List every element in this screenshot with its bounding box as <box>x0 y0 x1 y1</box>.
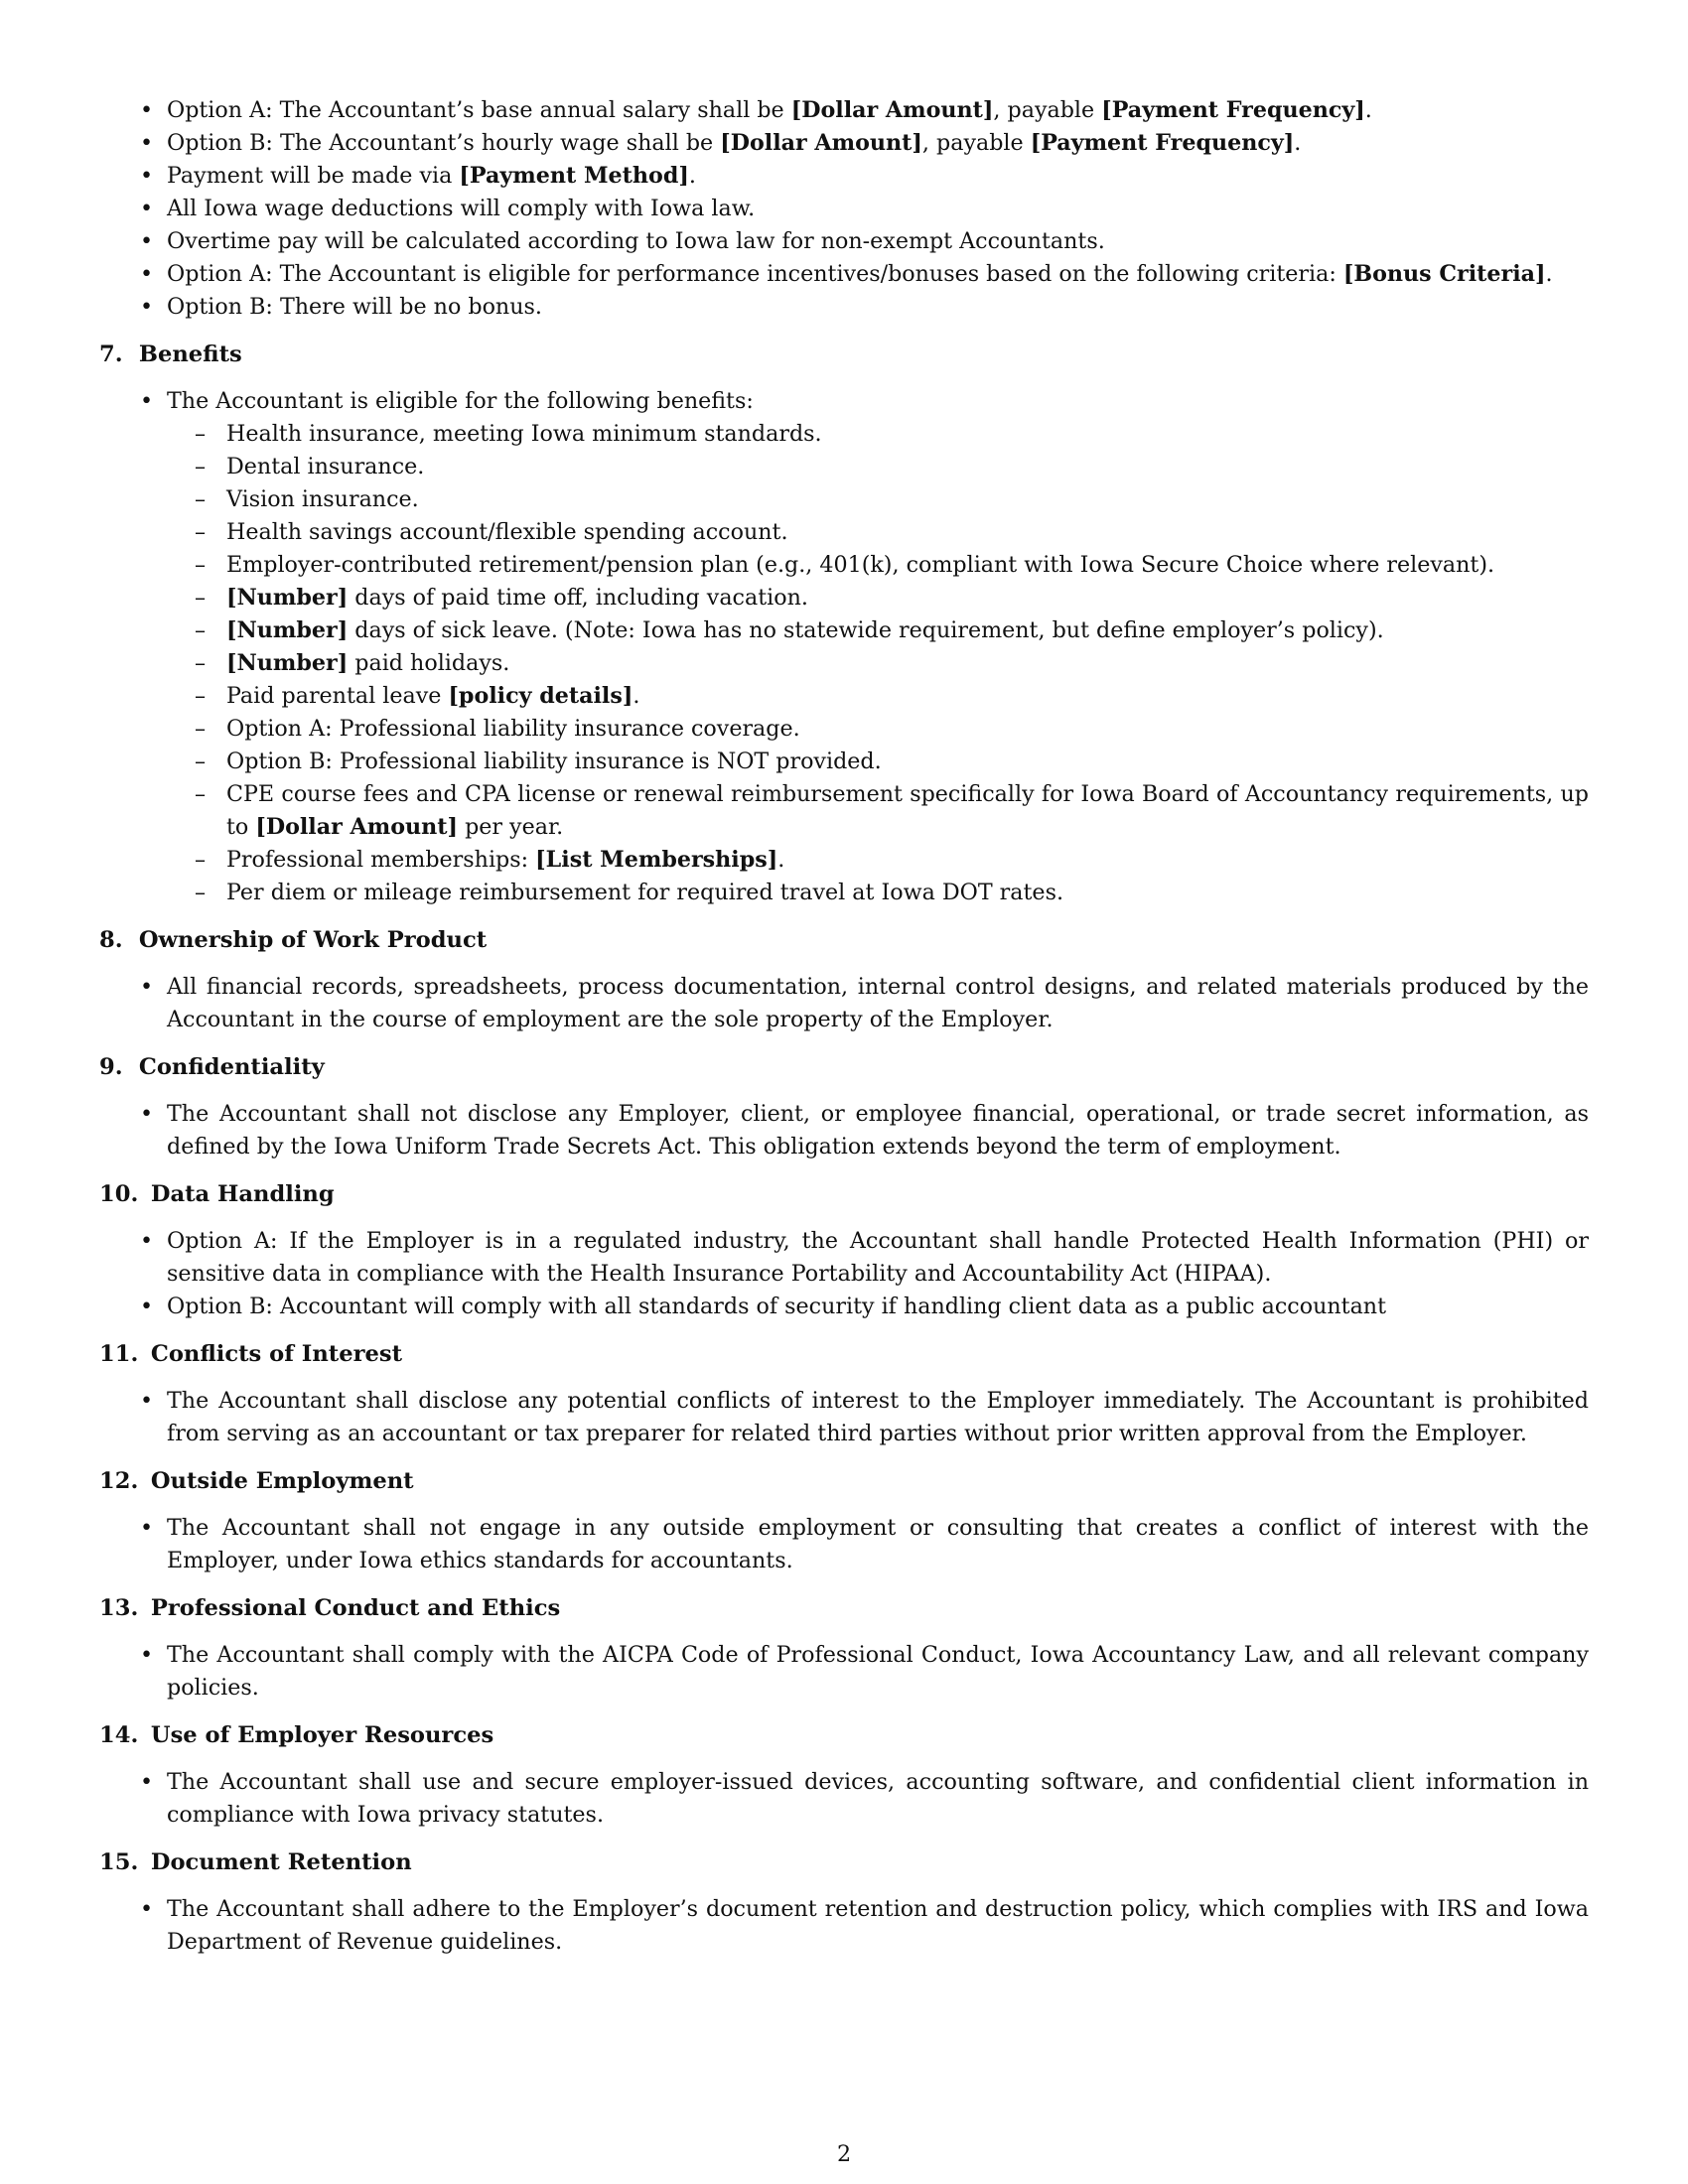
list-item: • The Accountant shall adhere to the Employer’s document retention and destruction policy, which complies with IRS and Iowa Department of Revenue guidelines. <box>99 1893 1589 1959</box>
sub-list-item: – Professional memberships: [List Memberships]. <box>99 844 1589 877</box>
compensation-list <box>99 94 1589 324</box>
section-list <box>99 1512 1589 1577</box>
section-heading-data-handling: 10. Data Handling <box>99 1181 335 1207</box>
section-list <box>99 1893 1589 1959</box>
section-heading-conduct: 13. Professional Conduct and Ethics <box>99 1595 561 1621</box>
list-item: • Option A: The Accountant is eligible for performance incentives/bonuses based on the following criteria: [Bonus Criteria]. <box>99 258 1589 291</box>
list-item: • Option B: There will be no bonus. <box>99 291 1589 324</box>
sub-list-item: – Vision insurance. <box>99 483 1589 516</box>
sub-list-item: – Per diem or mileage reimbursement for required travel at Iowa DOT rates. <box>99 877 1589 909</box>
list-item: • Option A: The Accountant’s base annual salary shall be [Dollar Amount], payable [Payment Frequency]. <box>99 94 1589 127</box>
sub-list-item: – [Number] days of paid time off, including vacation. <box>99 582 1589 614</box>
list-item: • Overtime pay will be calculated according to Iowa law for non-exempt Accountants. <box>99 225 1589 258</box>
section-heading-retention: 15. Document Retention <box>99 1849 412 1875</box>
section-list <box>99 1639 1589 1705</box>
list-item: • All Iowa wage deductions will comply with Iowa law. <box>99 193 1589 225</box>
section-list <box>99 971 1589 1036</box>
sub-list-item: – [Number] paid holidays. <box>99 647 1589 680</box>
list-item: • The Accountant shall not engage in any outside employment or consulting that creates a conflict of interest with the Employer, under Iowa ethics standards for accountants. <box>99 1512 1589 1577</box>
section-list <box>99 1098 1589 1163</box>
list-item: • The Accountant is eligible for the following benefits: <box>99 385 1589 418</box>
list-item: • All financial records, spreadsheets, process documentation, internal control designs, and related materials produced by the Accountant in the course of employment are the sole property of the Employer. <box>99 971 1589 1036</box>
benefits-list <box>99 385 1589 418</box>
sub-list-item: – Employer-contributed retirement/pension plan (e.g., 401(k), compliant with Iowa Secure Choice where relevant). <box>99 549 1589 582</box>
section-heading-conflicts: 11. Conflicts of Interest <box>99 1341 403 1367</box>
section-heading-outside-employment: 12. Outside Employment <box>99 1468 414 1494</box>
sub-list-item: – Health insurance, meeting Iowa minimum standards. <box>99 418 1589 451</box>
section-list <box>99 1225 1589 1323</box>
sub-list-item: – Paid parental leave [policy details]. <box>99 680 1589 713</box>
list-item: • Payment will be made via [Payment Method]. <box>99 160 1589 193</box>
sub-list-item: – Health savings account/flexible spending account. <box>99 516 1589 549</box>
document-page <box>99 94 1589 1959</box>
list-item: • The Accountant shall disclose any potential conflicts of interest to the Employer immediately. The Accountant is prohibited from serving as an accountant or tax preparer for related third parties without prior written approval from the Employer. <box>99 1385 1589 1450</box>
page-number: 2 <box>836 2141 852 2167</box>
list-item: • Option B: The Accountant’s hourly wage shall be [Dollar Amount], payable [Payment Frequency]. <box>99 127 1589 160</box>
section-heading-confidentiality: 9. Confidentiality <box>99 1054 325 1080</box>
list-item: • Option B: Accountant will comply with all standards of security if handling client data as a public accountant <box>99 1291 1589 1323</box>
sub-list-item: – CPE course fees and CPA license or renewal reimbursement specifically for Iowa Board of Accountancy requirements, up to [Dollar Amount] per year. <box>99 778 1589 844</box>
list-item: • The Accountant shall comply with the AICPA Code of Professional Conduct, Iowa Accountancy Law, and all relevant company policies. <box>99 1639 1589 1705</box>
section-list <box>99 1766 1589 1832</box>
sub-list-item: – [Number] days of sick leave. (Note: Iowa has no statewide requirement, but define employer’s policy). <box>99 614 1589 647</box>
section-list <box>99 1385 1589 1450</box>
section-heading-benefits: 7. Benefits <box>99 341 242 367</box>
sub-list-item: – Dental insurance. <box>99 451 1589 483</box>
section-heading-ownership: 8. Ownership of Work Product <box>99 927 488 953</box>
list-item: • The Accountant shall not disclose any Employer, client, or employee financial, operational, or trade secret information, as defined by the Iowa Uniform Trade Secrets Act. This obligation extends beyond the term of employment. <box>99 1098 1589 1163</box>
sub-list-item: – Option B: Professional liability insurance is NOT provided. <box>99 746 1589 778</box>
benefits-sublist <box>99 418 1589 909</box>
sub-list-item: – Option A: Professional liability insurance coverage. <box>99 713 1589 746</box>
list-item: • The Accountant shall use and secure employer-issued devices, accounting software, and confidential client information in compliance with Iowa privacy statutes. <box>99 1766 1589 1832</box>
list-item: • Option A: If the Employer is in a regulated industry, the Accountant shall handle Protected Health Information (PHI) or sensitive data in compliance with the Health Insurance Portability and Accountability Act (HIPAA). <box>99 1225 1589 1291</box>
section-heading-resources: 14. Use of Employer Resources <box>99 1722 494 1748</box>
